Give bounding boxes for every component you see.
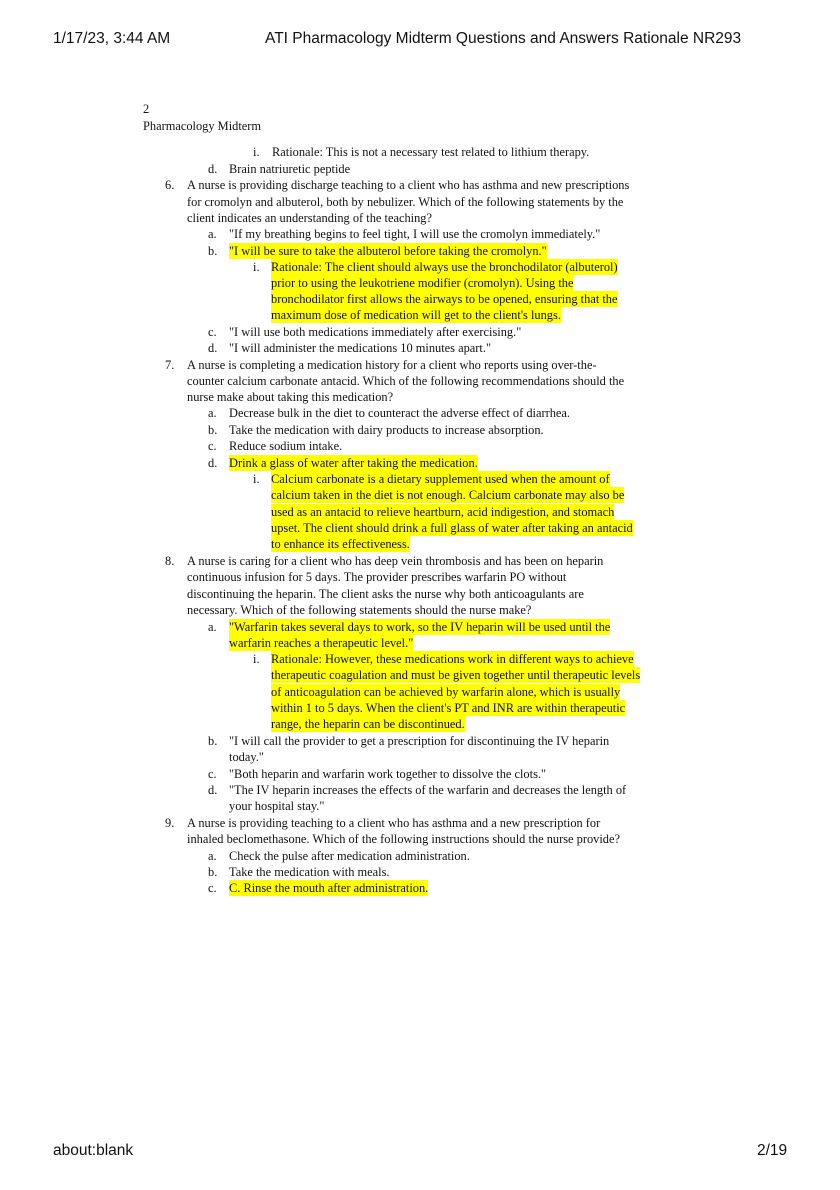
question-stem-line: A nurse is providing discharge teaching to a client who has asthma and new prescriptions	[187, 178, 630, 192]
option-marker: c.	[208, 881, 217, 895]
question-number: 7.	[165, 358, 175, 372]
question-number: 8.	[165, 554, 175, 568]
rationale-marker: i.	[253, 145, 260, 159]
option-marker: b.	[208, 423, 218, 437]
option-text: "Both heparin and warfarin work together to dissolve the clots."	[229, 767, 547, 781]
rationale-line: therapeutic coagulation and must be given together until therapeutic levels	[271, 668, 641, 682]
option-text: Brain natriuretic peptide	[229, 162, 351, 176]
option-marker: a.	[208, 406, 217, 420]
print-page-title: ATI Pharmacology Midterm Questions and Answers Rationale NR293	[265, 30, 742, 47]
option-marker: a.	[208, 620, 217, 634]
rationale-line: Rationale: However, these medications work in different ways to achieve	[271, 652, 634, 666]
option-marker: b.	[208, 865, 218, 879]
print-url: about:blank	[53, 1142, 134, 1159]
option-line: today."	[229, 750, 264, 764]
question-number: 6.	[165, 178, 175, 192]
correct-option-line: warfarin reaches a therapeutic level."	[229, 636, 414, 650]
rationale-line: of anticoagulation can be achieved by warfarin alone, which is usually	[271, 685, 621, 699]
option-marker: d.	[208, 783, 218, 797]
rationale-text: Rationale: This is not a necessary test related to lithium therapy.	[272, 145, 590, 159]
option-text: Decrease bulk in the diet to counteract the adverse effect of diarrhea.	[229, 406, 571, 420]
option-text: "I will administer the medications 10 minutes apart."	[229, 341, 492, 355]
question-stem-line: A nurse is providing teaching to a client who has asthma and a new prescription for	[187, 816, 601, 830]
print-page-count: 2/19	[757, 1142, 788, 1159]
option-text: Take the medication with meals.	[229, 865, 390, 879]
question-stem-line: counter calcium carbonate antacid. Which of the following recommendations should the	[187, 374, 625, 388]
rationale-line: bronchodilator first allows the airways to be opened, ensuring that the	[271, 292, 618, 306]
question-stem-line: A nurse is completing a medication history for a client who reports using over-the-	[187, 358, 597, 372]
option-text: Take the medication with dairy products to increase absorption.	[229, 423, 544, 437]
correct-option-text: Drink a glass of water after taking the medication.	[229, 456, 478, 470]
option-marker: b.	[208, 244, 218, 258]
correct-option-text: C. Rinse the mouth after administration.	[229, 881, 429, 895]
option-line: "I will call the provider to get a prescription for discontinuing the IV heparin	[229, 734, 610, 748]
rationale-line: calcium taken in the diet is not enough. Calcium carbonate may also be	[271, 488, 625, 502]
rationale-marker: i.	[253, 652, 260, 666]
option-text: "If my breathing begins to feel tight, I will use the cromolyn immediately."	[229, 227, 601, 241]
question-number: 9.	[165, 816, 175, 830]
option-marker: a.	[208, 849, 217, 863]
option-text: "I will use both medications immediately after exercising."	[229, 325, 522, 339]
print-datetime: 1/17/23, 3:44 AM	[53, 30, 171, 47]
question-stem-line: for cromolyn and albuterol, both by nebulizer. Which of the following statements by the	[187, 195, 624, 209]
rationale-line: upset. The client should drink a full glass of water after taking an antacid	[271, 521, 633, 535]
rationale-line: prior to using the leukotriene modifier (cromolyn). Using the	[271, 276, 574, 290]
option-text: Reduce sodium intake.	[229, 439, 343, 453]
rationale-line: within 1 to 5 days. When the client's PT and INR are within therapeutic	[271, 701, 626, 715]
question-stem-line: inhaled beclomethasone. Which of the following instructions should the nurse provide?	[187, 832, 621, 846]
rationale-line: Rationale: The client should always use the bronchodilator (albuterol)	[271, 260, 618, 274]
rationale-marker: i.	[253, 260, 260, 274]
option-marker: a.	[208, 227, 217, 241]
correct-option-text: "I will be sure to take the albuterol before taking the cromolyn."	[229, 244, 547, 258]
option-marker: d.	[208, 162, 218, 176]
question-stem-line: A nurse is caring for a client who has deep vein thrombosis and has been on heparin	[187, 554, 604, 568]
option-marker: d.	[208, 456, 218, 470]
doc-page-number: 2	[143, 102, 150, 116]
rationale-marker: i.	[253, 472, 260, 486]
rationale-line: maximum dose of medication will get to the client's lungs.	[271, 308, 561, 322]
rationale-line: Calcium carbonate is a dietary supplement used when the amount of	[271, 472, 610, 486]
option-text: Check the pulse after medication administration.	[229, 849, 470, 863]
rationale-line: range, the heparin can be discontinued.	[271, 717, 465, 731]
option-marker: c.	[208, 767, 217, 781]
question-stem-line: necessary. Which of the following statements should the nurse make?	[187, 603, 532, 617]
rationale-line: to enhance its effectiveness.	[271, 537, 410, 551]
question-stem-line: discontinuing the heparin. The client asks the nurse why both anticoagulants are	[187, 587, 584, 601]
option-line: your hospital stay."	[229, 799, 325, 813]
question-stem-line: nurse make about taking this medication?	[187, 390, 394, 404]
question-stem-line: continuous infusion for 5 days. The provider prescribes warfarin PO without	[187, 570, 567, 584]
option-marker: c.	[208, 325, 217, 339]
option-marker: c.	[208, 439, 217, 453]
option-marker: d.	[208, 341, 218, 355]
option-line: "The IV heparin increases the effects of the warfarin and decreases the length of	[229, 783, 627, 797]
doc-heading: Pharmacology Midterm	[143, 119, 262, 133]
correct-option-line: "Warfarin takes several days to work, so the IV heparin will be used until the	[229, 620, 611, 634]
rationale-line: used as an antacid to relieve heartburn, acid indigestion, and stomach	[271, 505, 615, 519]
option-marker: b.	[208, 734, 218, 748]
question-stem-line: client indicates an understanding of the teaching?	[187, 211, 432, 225]
